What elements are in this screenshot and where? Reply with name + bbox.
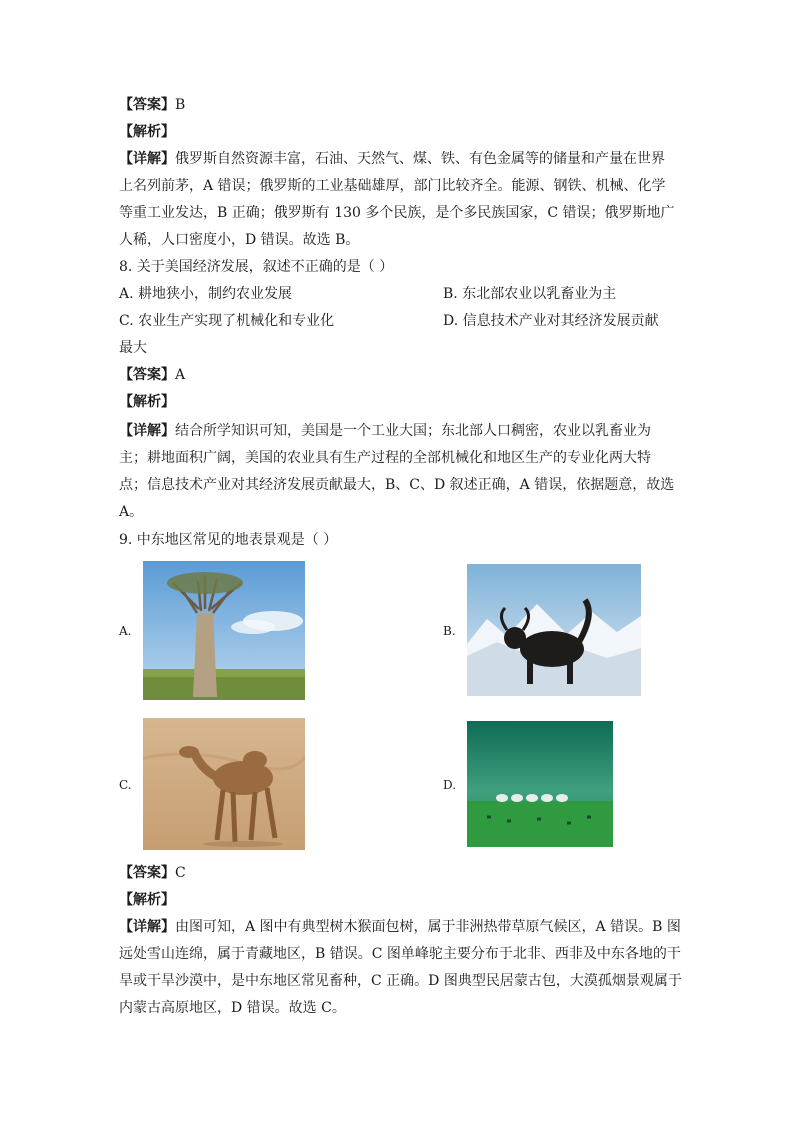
q8-stem: 8. 关于美国经济发展，叙述不正确的是（ ） [119, 259, 394, 275]
detail-tag: 【详解】 [119, 151, 175, 167]
detail-tag: 【详解】 [119, 919, 175, 935]
q9-detail-line: 内蒙古高原地区，D 错误。故选 C。 [119, 1000, 346, 1016]
answer-value: B [175, 97, 186, 113]
q7-detail-line: 上名列前茅，A 错误；俄罗斯的工业基础雄厚，部门比较齐全。能源、钢铁、机械、化学 [119, 178, 666, 194]
q8-analysis-tag: 【解析】 [119, 394, 175, 410]
q8-detail-line: 主；耕地面积广阔，美国的农业具有生产过程的全部机械化和地区生产的专业化两大特 [119, 450, 651, 466]
q9-answer-line [119, 860, 679, 887]
q8-option-d-continued: 最大 [119, 340, 147, 356]
q8-detail-line: A。 [119, 504, 144, 520]
q9-stem: 9. 中东地区常见的地表景观是（ ） [119, 532, 338, 548]
q8-detail-line: 【详解】结合所学知识可知，美国是一个工业大国；东北部人口稠密，农业以乳畜业为 [119, 423, 651, 439]
q8-option-b: B. 东北部农业以乳畜业为主 [443, 286, 617, 302]
answer-value: C [175, 865, 186, 881]
q9-detail-line: 远处雪山连绵，属于青藏地区，B 错误。C 图单峰驼主要分布于北非、西非及中东各地的干 [119, 946, 681, 962]
camel-desert-photo [143, 718, 305, 850]
answer-tag: 【答案】 [119, 865, 175, 881]
q9-analysis-tag: 【解析】 [119, 892, 175, 908]
detail-tag: 【详解】 [119, 423, 175, 439]
q9-option-d-label: D. [443, 778, 457, 792]
q7-answer-line [119, 92, 679, 119]
answer-value: A [175, 367, 186, 383]
yak-snow-mountain-photo [467, 564, 641, 696]
q9-option-c-label: C. [119, 778, 132, 792]
q8-option-c: C. 农业生产实现了机械化和专业化 [119, 313, 335, 329]
q9-option-b-label: B. [443, 624, 456, 638]
q7-detail-line: 等重工业发达，B 正确；俄罗斯有 130 多个民族，是个多民族国家，C 错误；俄罗斯地广 [119, 205, 675, 221]
q8-option-d: D. 信息技术产业对其经济发展贡献 [443, 313, 659, 329]
q7-detail-line: 【详解】俄罗斯自然资源丰富，石油、天然气、煤、铁、有色金属等的储量和产量在世界 [119, 151, 665, 167]
q8-answer-line [119, 362, 679, 389]
q9-detail-line: 旱或干旱沙漠中，是中东地区常见畜种，C 正确。D 图典型民居蒙古包，大漠孤烟景观属于 [119, 973, 682, 989]
q7-detail-line: 人稀，人口密度小，D 错误。故选 B。 [119, 232, 360, 248]
answer-tag: 【答案】 [119, 97, 175, 113]
q9-detail-line: 【详解】由图可知，A 图中有典型树木猴面包树，属于非洲热带草原气候区，A 错误。B 图 [119, 919, 681, 935]
q8-detail-line: 点；信息技术产业对其经济发展贡献最大，B、C、D 叙述正确，A 错误，依据题意，故选 [119, 477, 675, 493]
q8-option-a: A. 耕地狭小，制约农业发展 [119, 286, 293, 302]
baobab-tree-photo [143, 561, 305, 700]
grassland-yurt-photo [467, 721, 613, 847]
answer-tag: 【答案】 [119, 367, 175, 383]
q9-option-a-label: A. [119, 624, 132, 638]
q7-analysis-tag: 【解析】 [119, 124, 175, 140]
